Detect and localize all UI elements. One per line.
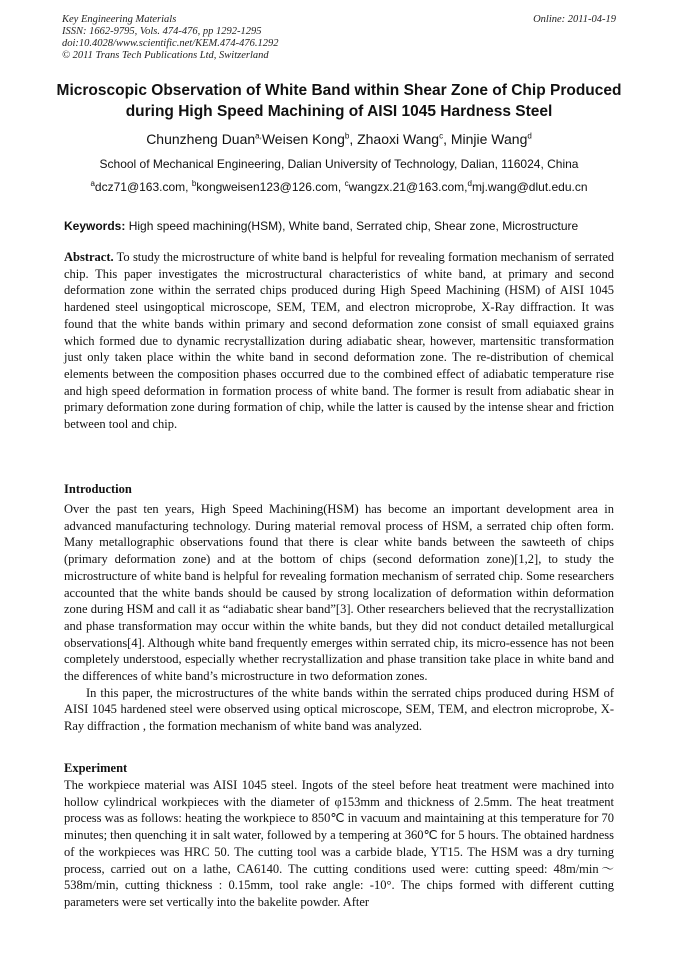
doi-line[interactable]: doi:10.4028/www.scientific.net/KEM.474-476.1292 <box>62 38 279 49</box>
author-sup: a, <box>255 131 262 141</box>
abstract-text: To study the microstructure of white band is helpful for revealing formation mechanism of serrated chip. This paper investigates the microstructural characteristics of white band, at primary and second deformation zone within the serrated chips produced during High Speed Machining (HSM) of AISI 1045 hardened steel usingoptical microscope, SEM, TEM, and electron microprobe, X-Ray diffraction. It was found that the white bands within primary and second deformation zone consist of small equiaxed grains which formed due to dynamic recrystallization during adiabatic shear, however, martensitic transformation just only taken place within the white band in second deformation zone. The re-distribution of chemical elements between the composition phases occurred due to the combined effect of adiabatic temperature rise and high speed deformation in formation process of white band. The former is result from adiabatic shear in primary deformation zone during formation of chip, while the latter is caused by the intense shear and friction between tool and chip. <box>64 250 614 432</box>
author-name: Minjie Wang <box>450 131 528 147</box>
online-date: Online: 2011-04-19 <box>533 14 616 25</box>
paper-title: Microscopic Observation of White Band within Shear Zone of Chip Produced during High Speed Machining of AISI 1045 Hardness Steel <box>56 82 622 120</box>
email-link[interactable]: dcz71@163.com, <box>94 180 192 194</box>
email-link[interactable]: mj.wang@dlut.edu.cn <box>471 180 588 194</box>
experiment-body <box>64 777 614 911</box>
introduction-paragraph-1: Over the past ten years, High Speed Machining(HSM) has become an important development area in advanced manufacturing technology. During material removal process of HSM, a serrated chip often form. Many metallographic observations found that there is clear white bands between the sawteeth of chips (primary deformation zone) and at the bottom of chips (second deformation zone)[1,2], to study the microstructure of white band is helpful for revealing formation mechanism of serrated chip. Some researchers accounted that the white bands should be caused by strong localization of deformation within deformation zone during HSM and call it as “adiabatic shear band”[3]. Other researchers believed that the recrystallization and phase transformation may occur within the white bands, but they did not conduct detailed metallurgical observations[4]. Although white band frequently emerges within serrated chip, its micro-essence has not been completely understood, especially whether recrystallization and phase transition take place in white band and the differences of white band’s microstructure in two deformation zones. <box>64 502 614 684</box>
email-sup: a <box>90 179 95 188</box>
journal-header <box>62 14 279 62</box>
experiment-paragraph-1: The workpiece material was AISI 1045 steel. Ingots of the steel before heat treatment were machined into hollow cylindrical workpieces with the diameter of φ153mm and thickness of 2.5mm. The heat treatment process was as follows: heating the workpiece to 850℃ in vacuum and maintaining at this temperature for 70 minutes; then quenching it in salt water, followed by a tempering at 360℃ for 5 hours. The obtained hardness of the workpieces was HRC 50. The cutting tool was a carbide blade, YT15. The HSM was a dry turning process, carried out on a lathe, CA6140. The cutting conditions used were: cutting speed: 48m/min～538m/min, cutting thickness : 0.15mm, tool rake angle: -10°. The chips formed with different cutting parameters were set vertically into the bakelite powder. After <box>64 778 614 909</box>
keywords-text: High speed machining(HSM), White band, Serrated chip, Shear zone, Microstructure <box>125 219 579 233</box>
journal-name: Key Engineering Materials <box>62 14 177 25</box>
author-list <box>40 130 638 148</box>
author-sup: b <box>344 131 350 141</box>
author-separator: , <box>443 131 451 147</box>
keywords-label: Keywords: <box>64 219 126 233</box>
email-link[interactable]: kongweisen123@126.com, <box>196 180 345 194</box>
introduction-heading: Introduction <box>64 482 132 496</box>
author-sup: d <box>527 131 532 141</box>
email-sup: c <box>344 179 349 188</box>
author-name: Zhaoxi Wang <box>357 131 440 147</box>
email-link[interactable]: wangzx.21@163.com, <box>348 180 468 194</box>
author-separator: , <box>349 131 358 147</box>
affiliation: School of Mechanical Engineering, Dalian University of Technology, Dalian, 116024, China <box>99 157 579 171</box>
author-name: Chunzheng Duan <box>146 131 256 147</box>
introduction-paragraph-2: In this paper, the microstructures of the white bands within the serrated chips produced during HSM of AISI 1045 hardened steel were observed using optical microscope, SEM, TEM, and electron microprobe, X-Ray diffraction , the formation mechanism of white band was analyzed. <box>64 685 614 734</box>
keywords <box>64 219 624 234</box>
email-sup: d <box>467 179 472 188</box>
author-sup: c <box>439 131 444 141</box>
introduction-body <box>64 501 614 735</box>
email-list <box>40 180 638 195</box>
experiment-heading: Experiment <box>64 761 128 775</box>
issn-line: ISSN: 1662-9795, Vols. 474-476, pp 1292-1295 <box>62 26 262 37</box>
abstract <box>64 249 614 433</box>
author-name: Weisen Kong <box>261 131 345 147</box>
abstract-label: Abstract. <box>64 250 114 264</box>
email-sup: b <box>191 179 197 188</box>
copyright-line: © 2011 Trans Tech Publications Ltd, Switzerland <box>62 50 269 61</box>
